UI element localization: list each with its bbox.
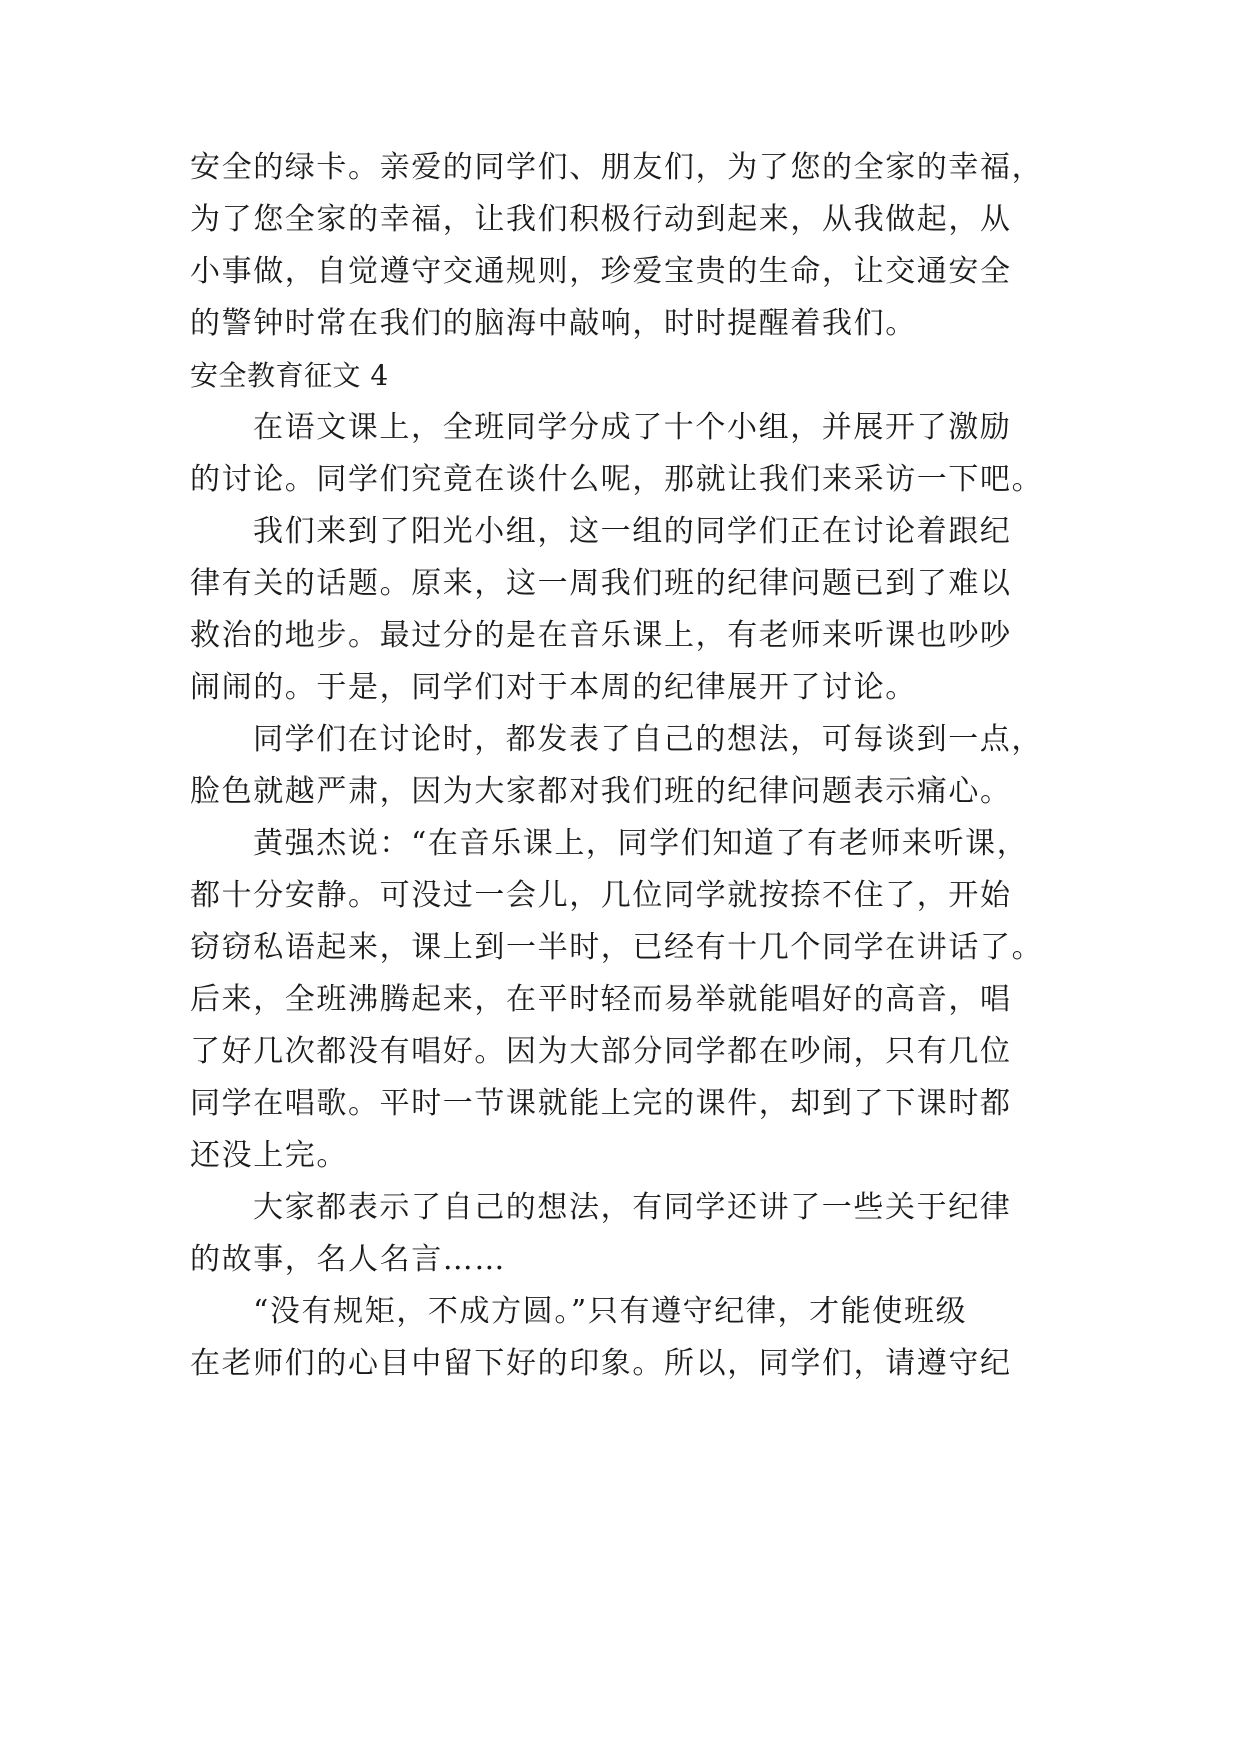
text-line: 的讨论。同学们究竟在谈什么呢，那就让我们来采访一下吧。 [190,462,1044,497]
text-line: 安全的绿卡。亲爱的同学们、朋友们，为了您的全家的幸福， [190,150,1044,185]
text-line: 黄强杰说：“在音乐课上，同学们知道了有老师来听课， [253,826,1029,861]
text-line: 在语文课上，全班同学分成了十个小组，并展开了激励 [253,410,1012,445]
text-line: 后来，全班沸腾起来，在平时轻而易举就能唱好的高音，唱 [190,982,1012,1017]
text-line: 闹闹的。于是，同学们对于本周的纪律展开了讨论。 [190,670,917,705]
text-line: 救治的地步。最过分的是在音乐课上，有老师来听课也吵吵 [190,618,1012,653]
text-line: 的故事，名人名言…… [190,1242,506,1277]
text-line: 的警钟时常在我们的脑海中敲响，时时提醒着我们。 [190,306,917,341]
text-line: 律有关的话题。原来，这一周我们班的纪律问题已到了难以 [190,566,1012,601]
text-line: 还没上完。 [190,1138,348,1173]
text-line: 大家都表示了自己的想法，有同学还讲了一些关于纪律 [253,1190,1012,1225]
text-line: 同学们在讨论时，都发表了自己的想法，可每谈到一点， [253,722,1043,757]
text-line: “没有规矩，不成方圆。”只有遵守纪律，才能使班级 [253,1294,968,1329]
text-line: 了好几次都没有唱好。因为大部分同学都在吵闹，只有几位 [190,1034,1012,1069]
section-heading: 安全教育征文 4 [190,359,389,392]
text-line: 都十分安静。可没过一会儿，几位同学就按捺不住了，开始 [190,878,1012,913]
text-line: 同学在唱歌。平时一节课就能上完的课件，却到了下课时都 [190,1086,1012,1121]
text-line: 为了您全家的幸福，让我们积极行动到起来，从我做起，从 [190,202,1012,237]
text-line: 在老师们的心目中留下好的印象。所以，同学们，请遵守纪 [190,1346,1012,1381]
text-line: 我们来到了阳光小组，这一组的同学们正在讨论着跟纪 [253,514,1012,549]
text-line: 小事做，自觉遵守交通规则，珍爱宝贵的生命，让交通安全 [190,254,1012,289]
text-line: 窃窃私语起来，课上到一半时，已经有十几个同学在讲话了。 [190,930,1044,965]
text-line: 脸色就越严肃，因为大家都对我们班的纪律问题表示痛心。 [190,774,1012,809]
